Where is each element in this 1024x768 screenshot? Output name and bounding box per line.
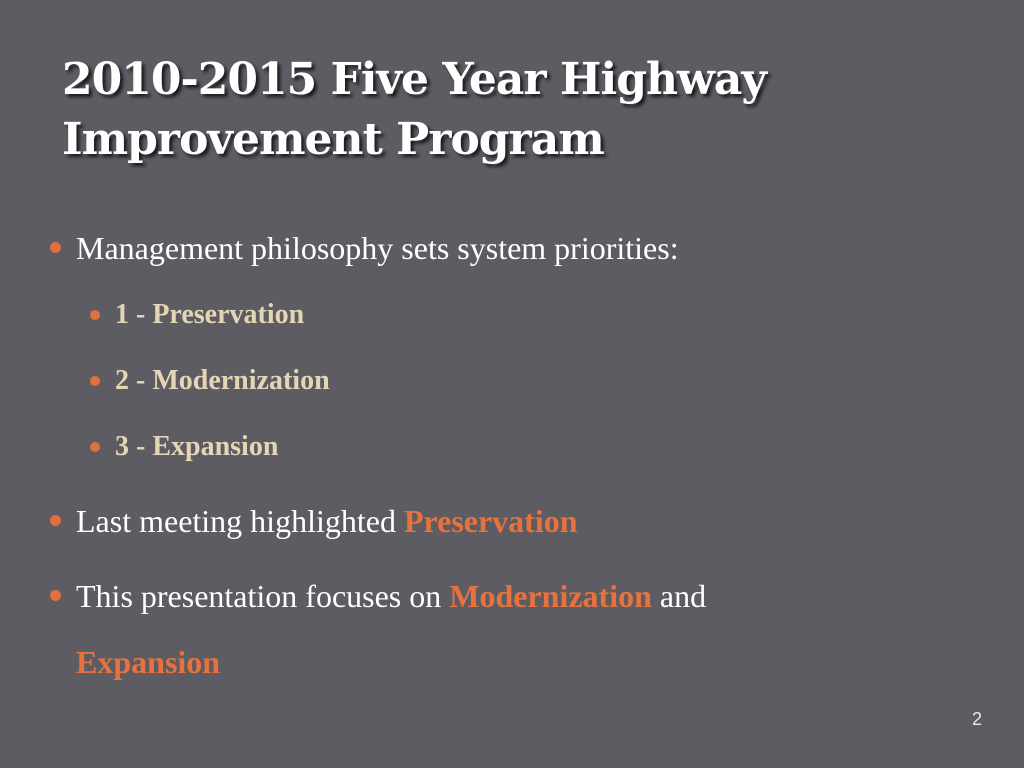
highlight-preservation: Preservation	[403, 503, 578, 539]
title-line-2: Improvement Program	[62, 114, 604, 165]
bullet-last-meeting	[76, 501, 578, 541]
bullet-text: This presentation focuses on	[76, 578, 450, 614]
bullet-text: Last meeting highlighted	[76, 503, 404, 539]
bullet-dot-icon	[90, 442, 100, 452]
bullet-this-presentation	[76, 576, 706, 616]
sub-item-text: 2 - Modernization	[115, 365, 330, 396]
bullet-dot-icon	[90, 310, 100, 320]
slide-title	[62, 50, 962, 170]
sub-item-expansion	[115, 429, 278, 465]
bullet-dot-icon	[50, 515, 61, 526]
title-line-1: 2010-2015 Five Year Highway	[62, 54, 766, 105]
bullet-dot-icon	[50, 590, 61, 601]
highlight-expansion: Expansion	[76, 644, 221, 680]
bullet-dot-icon	[90, 376, 100, 386]
bullet-text: Management philosophy sets system priorities:	[76, 230, 679, 266]
sub-item-text: 3 - Expansion	[115, 431, 279, 462]
page-number: 2	[971, 709, 982, 729]
bullet-this-presentation-continued	[76, 642, 220, 682]
bullet-text-and: and	[651, 578, 707, 614]
sub-item-modernization	[115, 363, 330, 399]
sub-item-text: 1 - Preservation	[115, 299, 305, 330]
bullet-management-philosophy	[76, 228, 679, 268]
highlight-modernization: Modernization	[449, 578, 652, 614]
bullet-dot-icon	[50, 242, 61, 253]
sub-item-preservation	[115, 297, 304, 333]
